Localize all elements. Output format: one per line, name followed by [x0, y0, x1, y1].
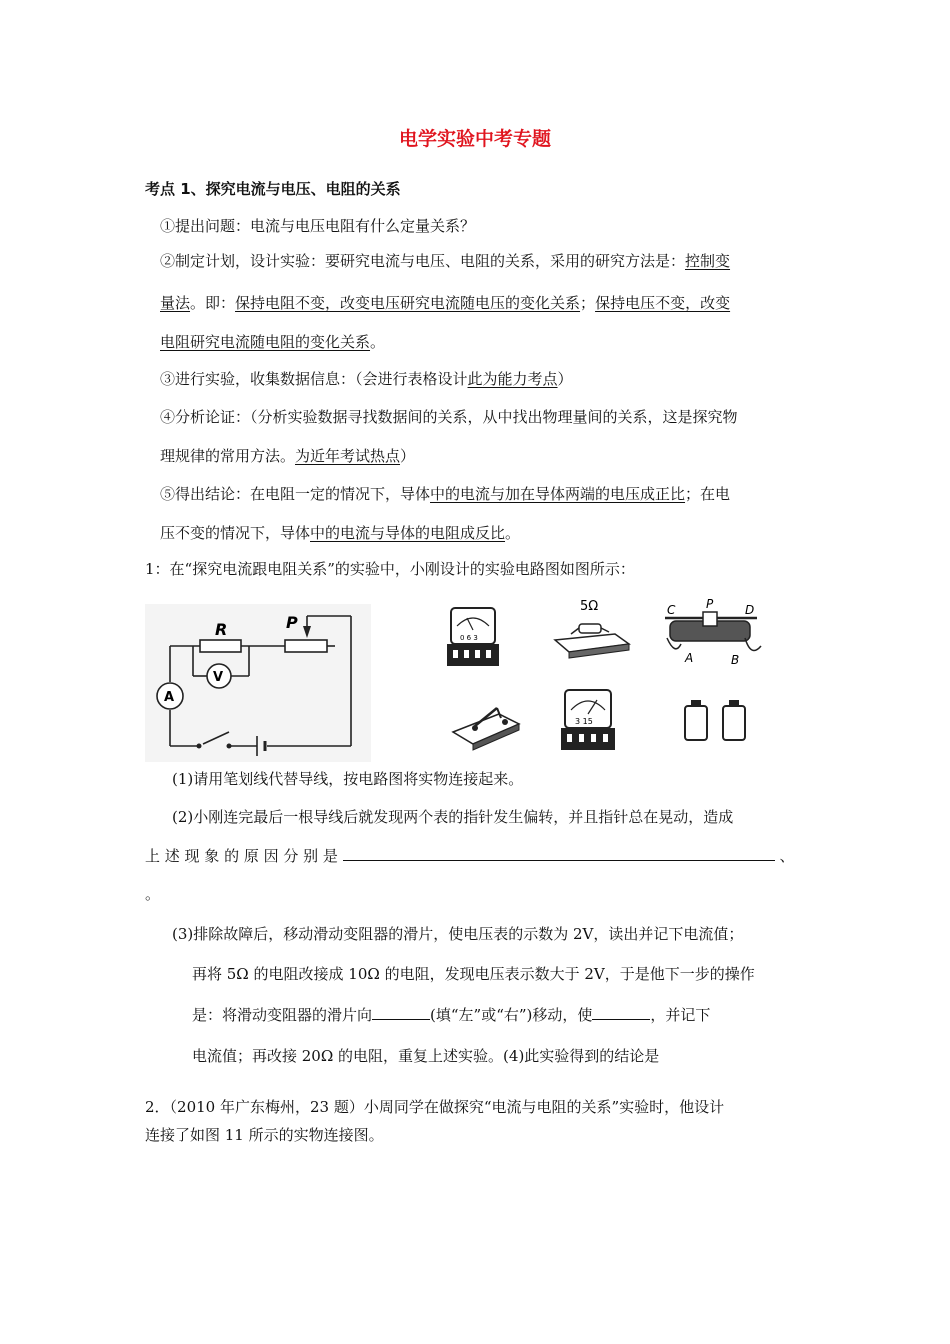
circuit-diagram [145, 604, 371, 762]
label-v: V [213, 670, 224, 685]
question-1-part-1: (1)请用笔划线代替导线，按电路图将实物连接起来。 [172, 770, 524, 788]
question-1-part-2-line-3: 。 [145, 885, 161, 903]
voltmeter-device [561, 690, 615, 750]
rheostat-device [665, 597, 761, 667]
question-1-part-3-line-3: 是：将滑动变阻器的滑片向 (填“左”或“右”)移动，使 ，并记下 [192, 1006, 711, 1024]
ammeter-device [447, 608, 499, 666]
underlined-answer: 为近年考试热点 [295, 447, 401, 465]
question-2-line-1: 2．（2010 年广东梅州，23 题）小周同学在做探究“电流与电阻的关系”实验时，他设计 [145, 1098, 725, 1116]
question-1-part-3-line-2: 再将 5Ω 的电阻改接成 10Ω 的电阻，发现电压表示数大于 2V，于是他下一步的操作 [192, 965, 755, 983]
question-1-part-3: (3)排除故障后，移动滑动变阻器的滑片，使电压表的示数为 2V，读出并记下电流值； [172, 925, 744, 943]
label-a: A [164, 690, 175, 705]
condition-blank[interactable] [592, 1005, 650, 1020]
underlined-answer: 量法 [160, 294, 191, 312]
section-heading: 考点 1、探究电流与电压、电阻的关系 [145, 180, 401, 198]
step-5-line-1: ⑤得出结论：在电阻一定的情况下，导体中的电流与加在导体两端的电压成正比；在电 [160, 485, 731, 503]
fixed-resistor-device [555, 599, 629, 658]
svg-text:P: P [706, 597, 714, 611]
step-5-line-2: 压不变的情况下，导体中的电流与导体的电阻成反比。 [160, 524, 521, 542]
label-r: R [215, 620, 228, 639]
page-title: 电学实验中考专题 [398, 128, 551, 150]
svg-text:C: C [667, 603, 676, 617]
underlined-answer: 中的电流与加在导体两端的电压成正比 [430, 485, 686, 503]
question-2-line-2: 连接了如图 11 所示的实物连接图。 [145, 1126, 384, 1144]
resistor-symbol [200, 640, 241, 652]
direction-blank[interactable] [372, 1005, 430, 1020]
step-2-line-3: 电阻研究电流随电阻的变化关系。 [160, 333, 386, 351]
svg-text:D: D [745, 603, 755, 617]
question-1-part-2: (2)小刚连完最后一根导线后就发现两个表的指针发生偏转，并且指针总在晃动，造成 [172, 808, 734, 826]
components-figure [445, 596, 790, 758]
underlined-answer: 此为能力考点 [467, 370, 558, 388]
svg-text:B: B [731, 653, 740, 667]
label-p: P [286, 613, 298, 632]
step-2-line-1: ②制定计划，设计实验：要研究电流与电压、电阻的关系，采用的研究方法是：控制变 [160, 252, 731, 270]
underlined-answer: 电阻研究电流随电阻的变化关系 [160, 333, 371, 351]
question-1-part-4: 电流值；再改接 20Ω 的电阻，重复上述实验。(4)此实验得到的结论是 [192, 1047, 660, 1065]
step-3: ③进行实验，收集数据信息：（会进行表格设计此为能力考点） [160, 370, 573, 388]
step-1: ①提出问题：电流与电压电阻有什么定量关系？ [160, 217, 476, 235]
step-2-line-2: 量法。即：保持电阻不变，改变电压研究电流随电压的变化关系；保持电压不变，改变 [160, 294, 731, 312]
step-4-line-2: 理规律的常用方法。为近年考试热点） [160, 447, 416, 465]
question-1-part-2-line-2: 上 述 现 象 的 原 因 分 别 是 、 [145, 847, 795, 865]
answer-blank[interactable] [343, 846, 775, 861]
rheostat-symbol [285, 640, 327, 652]
battery-device [685, 700, 745, 740]
step-4-line-1: ④分析论证：（分析实验数据寻找数据间的关系，从中找出物理量间的关系，这是探究物 [160, 408, 738, 426]
underlined-answer: 控制变 [685, 252, 731, 270]
svg-text:3 15: 3 15 [575, 717, 593, 726]
question-1-stem: 1：在“探究电流跟电阻关系”的实验中，小刚设计的实验电路图如图所示： [145, 560, 635, 578]
switch-device [453, 708, 519, 750]
svg-text:0 6 3: 0 6 3 [460, 634, 478, 642]
svg-text:A: A [685, 651, 694, 665]
underlined-answer: 保持电阻不变，改变电压研究电流随电压的变化关系 [235, 294, 581, 312]
underlined-answer: 中的电流与导体的电阻成反比 [310, 524, 506, 542]
underlined-answer: 保持电压不变，改变 [595, 294, 731, 312]
svg-text:5Ω: 5Ω [580, 599, 599, 614]
